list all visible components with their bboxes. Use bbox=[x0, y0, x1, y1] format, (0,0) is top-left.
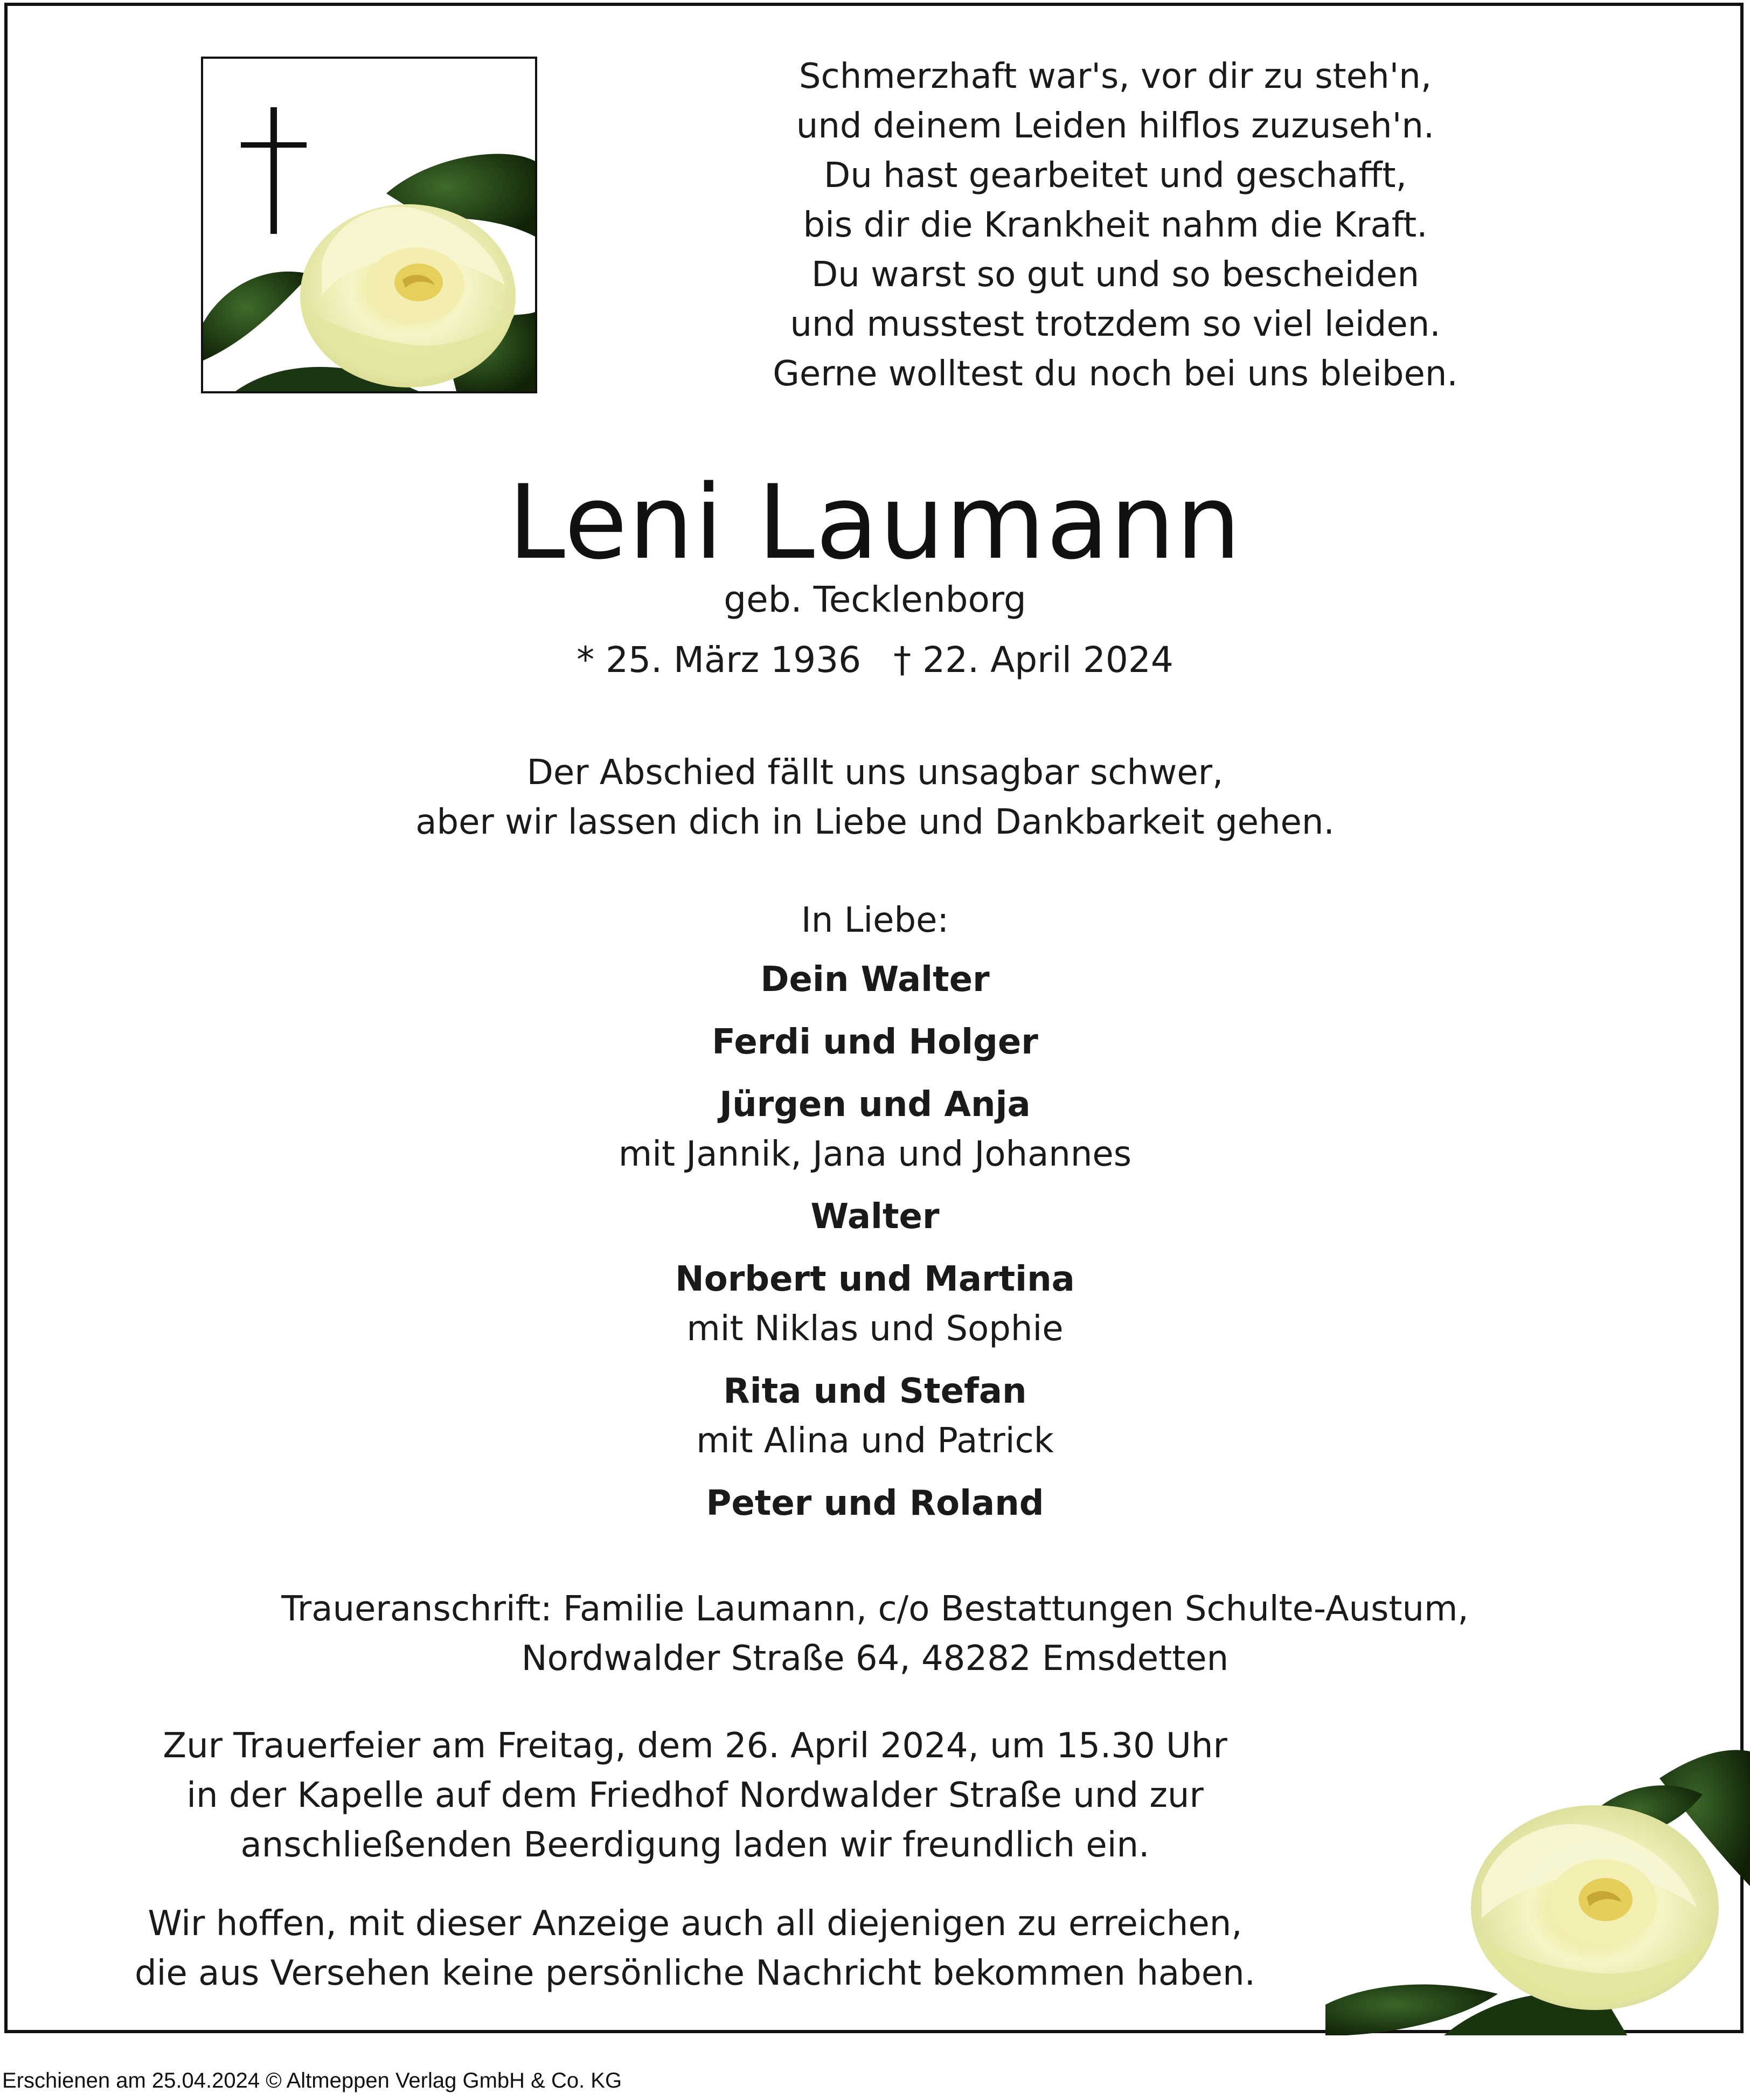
family-children: mit Niklas und Sophie bbox=[686, 1309, 1064, 1349]
poem-line: Schmerzhaft war's, vor dir zu steh'n, bbox=[798, 57, 1432, 96]
poem-line: Gerne wolltest du noch bei uns bleiben. bbox=[773, 354, 1458, 394]
closing-line: die aus Versehen keine persönliche Nachricht bekommen haben. bbox=[135, 1953, 1255, 1993]
death-date: † 22. April 2024 bbox=[893, 639, 1173, 681]
ceremony-line: anschließenden Beerdigung laden wir freundlich ein. bbox=[240, 1825, 1150, 1865]
poem-line: und deinem Leiden hilflos zuzuseh'n. bbox=[796, 106, 1435, 146]
poem-line: bis dir die Krankheit nahm die Kraft. bbox=[803, 205, 1428, 245]
life-dates bbox=[0, 636, 1750, 684]
family-names: Dein Walter bbox=[760, 960, 990, 1000]
cross-icon bbox=[241, 107, 307, 234]
poem-line: Du warst so gut und so bescheiden bbox=[811, 255, 1420, 295]
family-names: Ferdi und Holger bbox=[712, 1022, 1038, 1062]
ceremony-line: in der Kapelle auf dem Friedhof Nordwalder Straße und zur bbox=[186, 1776, 1204, 1815]
family-names: Jürgen und Anja bbox=[719, 1085, 1031, 1125]
corner-rose-image bbox=[1325, 1746, 1750, 2035]
farewell-line: aber wir lassen dich in Liebe und Dankbarkeit gehen. bbox=[415, 802, 1335, 842]
rose-image bbox=[300, 204, 516, 387]
family-children: mit Alina und Patrick bbox=[696, 1421, 1054, 1461]
family-list bbox=[0, 955, 1750, 1528]
family-names: Rita und Stefan bbox=[723, 1371, 1027, 1411]
cross-rose-photo bbox=[201, 57, 537, 393]
publication-footer: Erschienen am 25.04.2024 © Altmeppen Verlag GmbH & Co. KG bbox=[2, 2069, 622, 2092]
family-children: mit Jannik, Jana und Johannes bbox=[618, 1134, 1132, 1174]
birth-name: geb. Tecklenborg bbox=[724, 579, 1026, 620]
farewell-text bbox=[0, 748, 1750, 847]
mourning-address bbox=[0, 1584, 1750, 1683]
poem bbox=[673, 52, 1557, 399]
ceremony-line: Zur Trauerfeier am Freitag, dem 26. April 2024, um 15.30 Uhr bbox=[163, 1726, 1227, 1766]
closing-note bbox=[32, 1899, 1358, 1998]
farewell-line: Der Abschied fällt uns unsagbar schwer, bbox=[526, 753, 1224, 793]
in-love-label: In Liebe: bbox=[801, 900, 949, 940]
closing-line: Wir hoffen, mit dieser Anzeige auch all diejenigen zu erreichen, bbox=[148, 1904, 1242, 1944]
family-names: Norbert und Martina bbox=[675, 1259, 1075, 1299]
poem-line: und musstest trotzdem so viel leiden. bbox=[790, 304, 1441, 344]
family-names: Peter und Roland bbox=[706, 1484, 1044, 1523]
deceased-name: Leni Laumann bbox=[508, 463, 1242, 582]
poem-line: Du hast gearbeitet und geschafft, bbox=[824, 156, 1407, 196]
address-line: Nordwalder Straße 64, 48282 Emsdetten bbox=[521, 1639, 1229, 1679]
ceremony-info bbox=[54, 1721, 1336, 1870]
address-line: Traueranschrift: Familie Laumann, c/o Bestattungen Schulte-Austum, bbox=[281, 1589, 1469, 1629]
family-names: Walter bbox=[810, 1197, 940, 1237]
birth-date: * 25. März 1936 bbox=[577, 639, 862, 681]
